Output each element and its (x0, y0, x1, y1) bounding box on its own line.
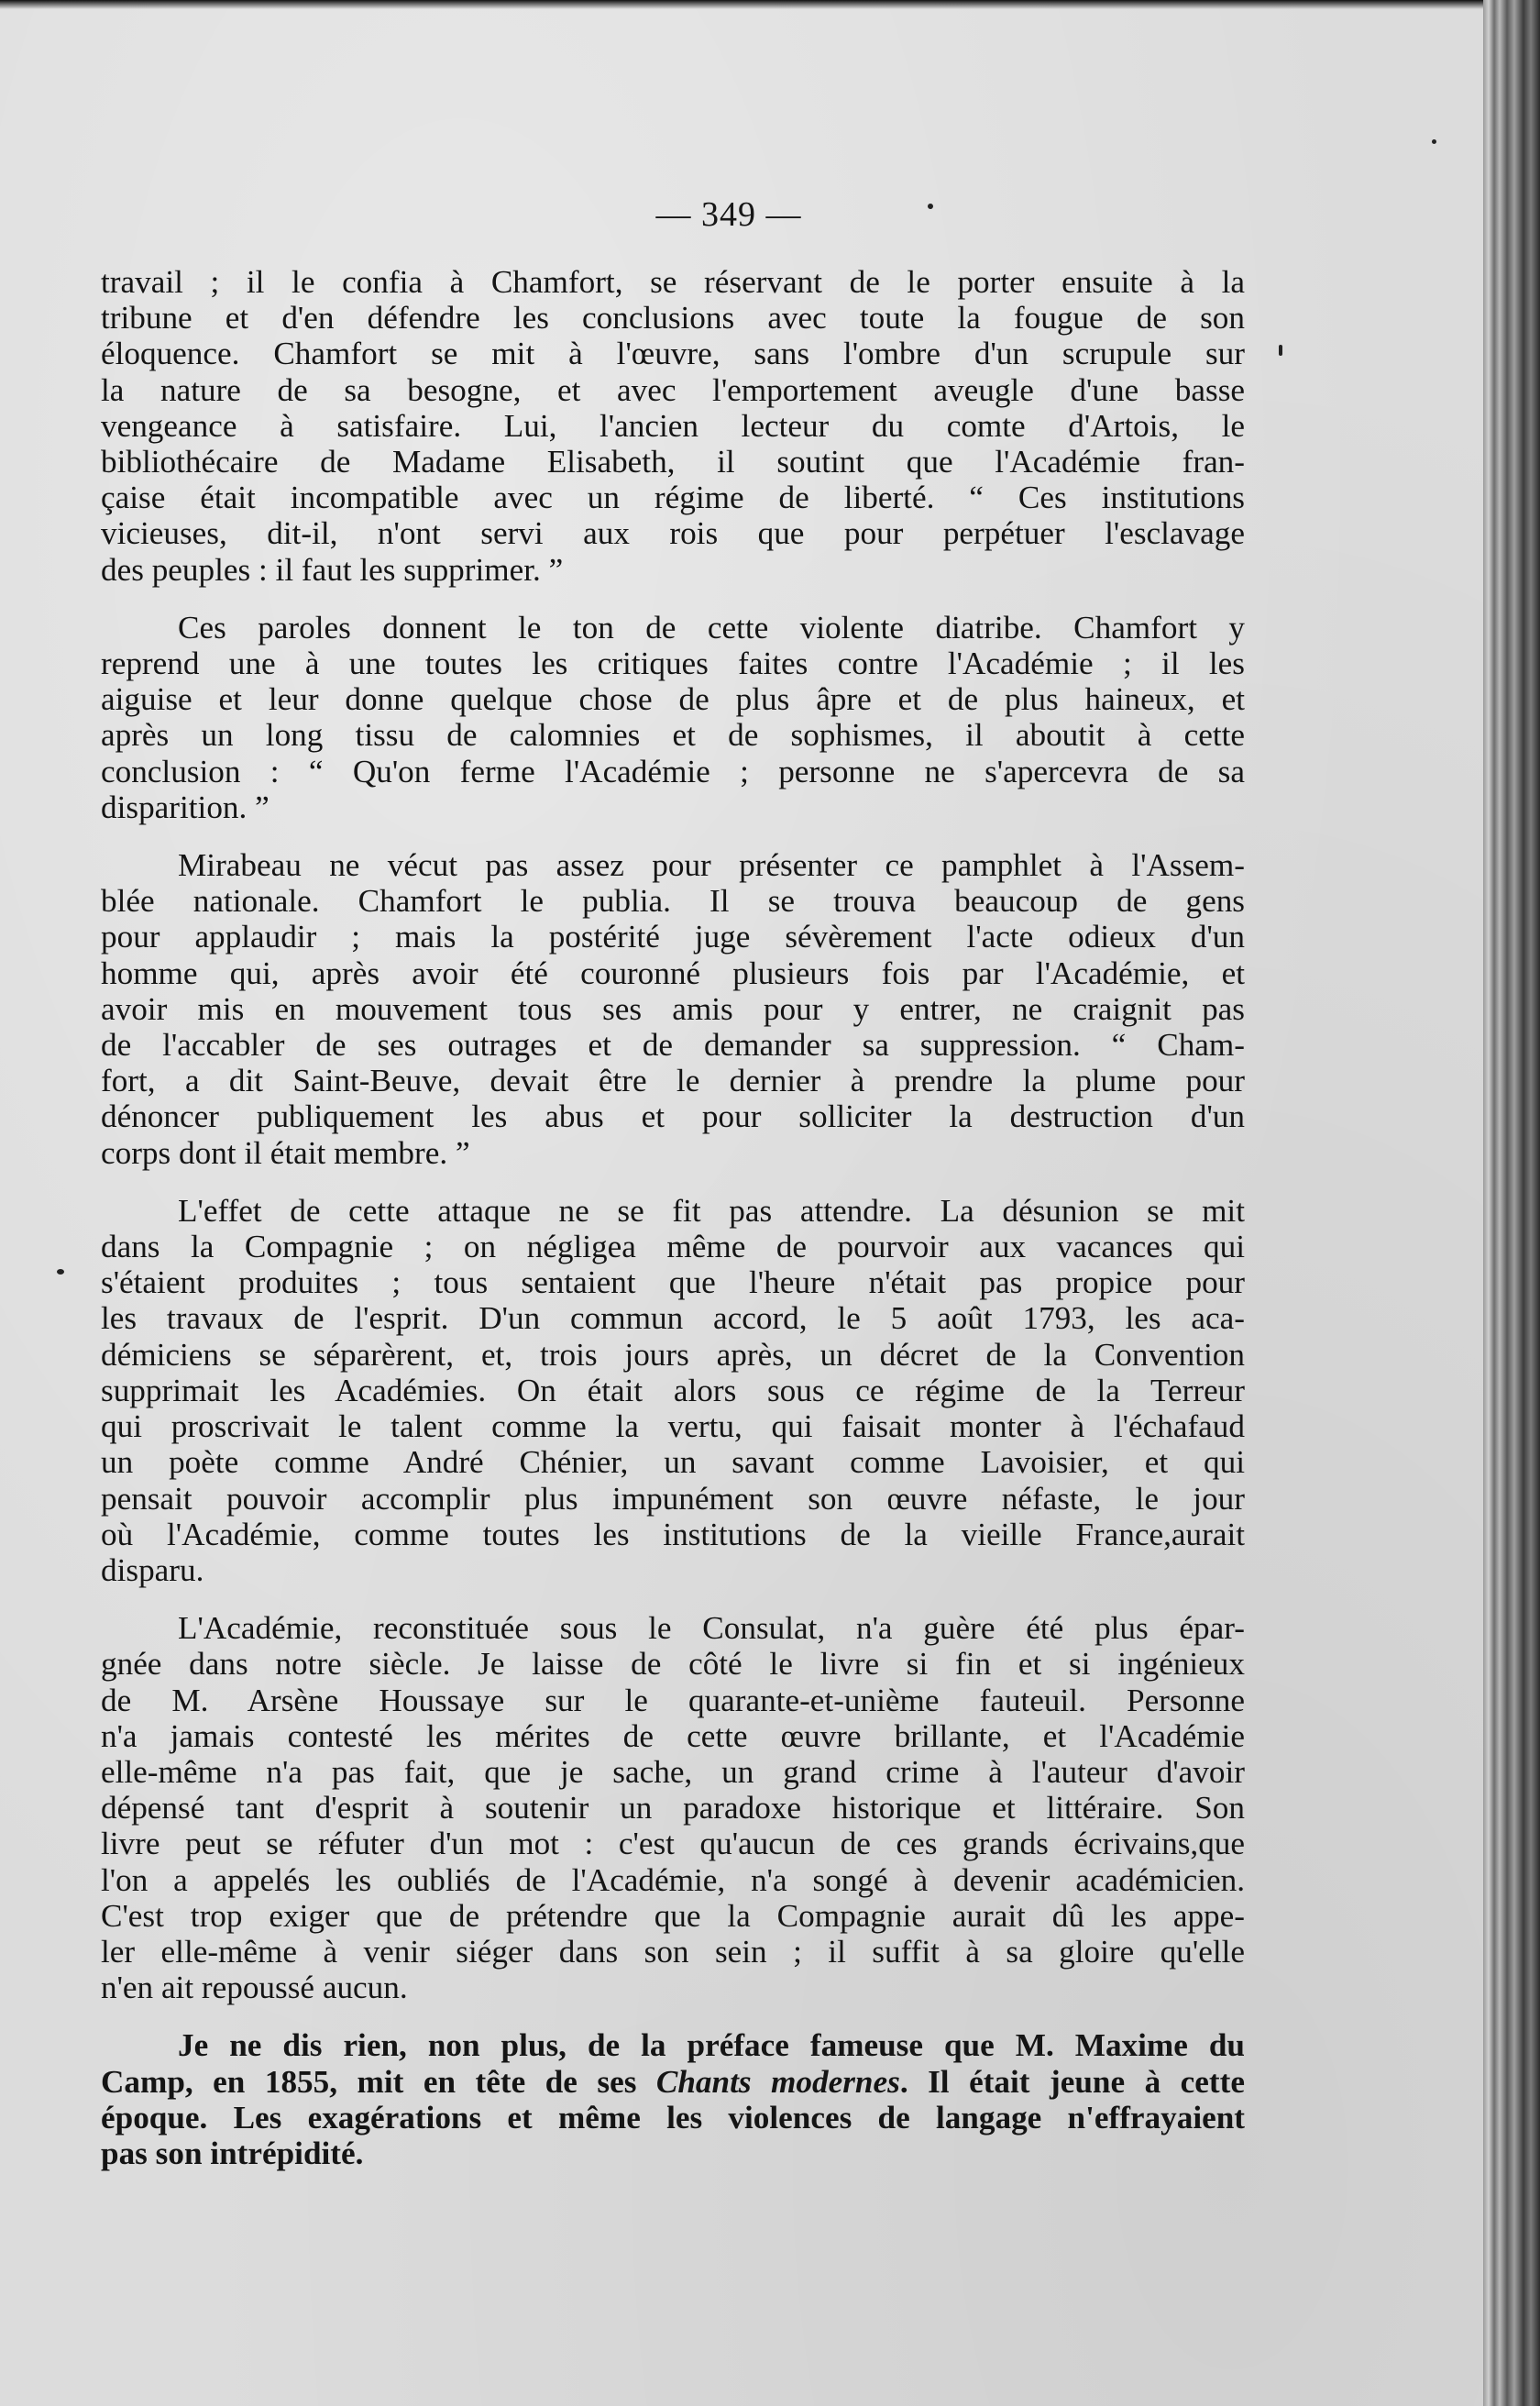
text-line: Mirabeau ne vécut pas assez pour présenter ce pamphlet à l'Assem- (178, 847, 1245, 884)
paragraph-3 (101, 847, 1245, 1171)
text-line: livre peut se réfuter d'un mot : c'est qu'aucun de ces grands écrivains,que (101, 1826, 1245, 1862)
scan-speck (1279, 345, 1282, 356)
text-line: dans la Compagnie ; on négligea même de pourvoir aux vacances qui (101, 1229, 1245, 1265)
text-line: vengeance à satisfaire. Lui, l'ancien lecteur du comte d'Artois, le (101, 407, 1245, 444)
text-line: C'est trop exiger que de prétendre que la Compagnie aurait dû les appe- (101, 1897, 1245, 1934)
text-line: n'a jamais contesté les mérites de cette œuvre brillante, et l'Académie (101, 1717, 1245, 1754)
text-line: bibliothécaire de Madame Elisabeth, il soutint que l'Académie fran- (101, 444, 1245, 480)
text-line: qui proscrivait le talent comme la vertu, qui faisait monter à l'échafaud (101, 1408, 1245, 1445)
text-line: conclusion : “ Qu'on ferme l'Académie ; personne ne s'apercevra de sa (101, 753, 1245, 789)
text-line: L'Académie, reconstituée sous le Consulat, n'a guère été plus épar- (178, 1610, 1245, 1647)
paragraph-4 (101, 1193, 1245, 1588)
body-text (101, 264, 1245, 2171)
text-line: elle-même n'a pas fait, que je sache, un grand crime à l'auteur d'avoir (101, 1753, 1245, 1790)
text-line: disparition. ” (101, 789, 270, 825)
text-line: de M. Arsène Houssaye sur le quarante-et-unième fauteuil. Personne (101, 1682, 1245, 1718)
scan-speck (928, 204, 933, 209)
text-line: disparu. (101, 1551, 204, 1588)
text-line: Je ne dis rien, non plus, de la préface fameuse que M. Maxime du (178, 2027, 1245, 2064)
text-line: gnée dans notre siècle. Je laisse de côté le livre si fin et si ingénieux (101, 1646, 1245, 1683)
text-line: la nature de sa besogne, et avec l'emportement aveugle d'une basse (101, 371, 1245, 408)
text-line: n'en ait repoussé aucun. (101, 1970, 408, 2006)
text-line: s'étaient produites ; tous sentaient que l'heure n'était pas propice pour (101, 1264, 1245, 1301)
text-line: éloquence. Chamfort se mit à l'œuvre, sans l'ombre d'un scrupule sur (101, 336, 1245, 372)
text-line: aiguise et leur donne quelque chose de plus âpre et de plus haineux, et (101, 681, 1245, 718)
text-line: pour applaudir ; mais la postérité juge sévèrement l'acte odieux d'un (101, 919, 1245, 955)
text-line: travail ; il le confia à Chamfort, se réservant de le porter ensuite à la (101, 264, 1245, 300)
text-line: homme qui, après avoir été couronné plusieurs fois par l'Académie, et (101, 955, 1245, 991)
text-line: dénoncer publiquement les abus et pour solliciter la destruction d'un (101, 1098, 1245, 1135)
book-binding-edge (1483, 0, 1540, 2406)
text-line-with-title: Camp, en 1855, mit en tête de ses Chants modernes. Il était jeune à cette (101, 2063, 1245, 2100)
text-line: après un long tissu de calomnies et de sophismes, il aboutit à cette (101, 717, 1245, 754)
text-line: çaise était incompatible avec un régime de liberté. “ Ces institutions (101, 480, 1245, 516)
paragraph-6 (101, 2027, 1245, 2171)
text-line: démiciens se séparèrent, et, trois jours après, un décret de la Convention (101, 1336, 1245, 1373)
text-line: de l'accabler de ses outrages et de demander sa suppression. “ Cham- (101, 1027, 1245, 1064)
scan-speck (57, 1269, 64, 1275)
text-line: ler elle-même à venir siéger dans son sein ; il suffit à sa gloire qu'elle (101, 1933, 1245, 1970)
paragraph-2 (101, 610, 1245, 825)
paragraph-1 (101, 264, 1245, 588)
paragraph-5 (101, 1610, 1245, 2005)
text-line: Ces paroles donnent le ton de cette violente diatribe. Chamfort y (178, 609, 1245, 646)
text-line: avoir mis en mouvement tous ses amis pour y entrer, ne craignit pas (101, 990, 1245, 1027)
text-line: blée nationale. Chamfort le publia. Il se trouva beaucoup de gens (101, 883, 1245, 920)
text-line: dépensé tant d'esprit à soutenir un paradoxe historique et littéraire. Son (101, 1790, 1245, 1827)
text-line: l'on a appelés les oubliés de l'Académie, n'a songé à devenir académicien. (101, 1861, 1245, 1898)
text-line: époque. Les exagérations et même les violences de langage n'effrayaient (101, 2099, 1245, 2136)
text-line: supprimait les Académies. On était alors sous ce régime de la Terreur (101, 1372, 1245, 1408)
text-line: reprend une à une toutes les critiques faites contre l'Académie ; il les (101, 646, 1245, 682)
scan-speck (1432, 139, 1436, 144)
page-top-shadow (0, 0, 1540, 9)
text-line: les travaux de l'esprit. D'un commun accord, le 5 août 1793, les aca- (101, 1300, 1245, 1337)
text-line: L'effet de cette attaque ne se fit pas attendre. La désunion se mit (178, 1192, 1245, 1229)
book-title: Chants modernes (655, 2063, 900, 2100)
text-line: pensait pouvoir accomplir plus impunément son œuvre néfaste, le jour (101, 1480, 1245, 1517)
text-line: un poète comme André Chénier, un savant comme Lavoisier, et qui (101, 1444, 1245, 1481)
page-number: — 349 — (655, 195, 802, 234)
text-line: corps dont il était membre. ” (101, 1134, 470, 1171)
text-line: vicieuses, dit-il, n'ont servi aux rois que pour perpétuer l'esclavage (101, 515, 1245, 552)
text-line: pas son intrépidité. (101, 2135, 364, 2171)
text-line: fort, a dit Saint-Beuve, devait être le dernier à prendre la plume pour (101, 1063, 1245, 1099)
text-line: tribune et d'en défendre les conclusions avec toute la fougue de son (101, 300, 1245, 337)
text-line: où l'Académie, comme toutes les institutions de la vieille France,aurait (101, 1516, 1245, 1552)
text-line: des peuples : il faut les supprimer. ” (101, 551, 564, 588)
